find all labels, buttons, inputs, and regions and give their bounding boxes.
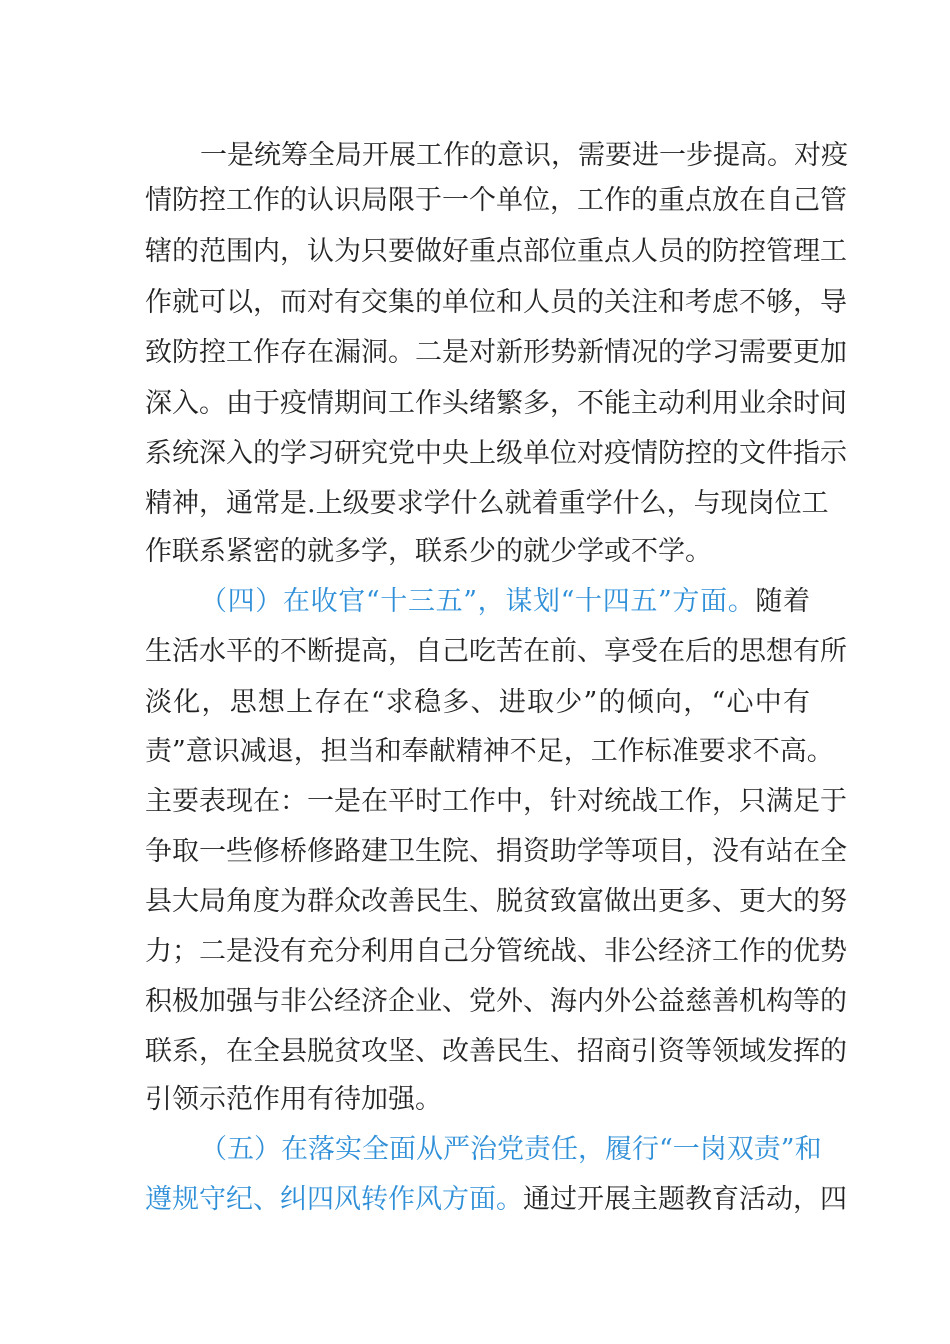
line-text: 主要表现在：一是在平时工作中，针对统战工作，只满足于 bbox=[145, 786, 847, 817]
line-text: 深入。由于疫情期间工作头绪繁多，不能主动利用业余时间 bbox=[145, 388, 847, 419]
paragraph-line bbox=[145, 632, 847, 672]
line-text: 联系，在全县脱贫攻坚、改善民生、招商引资等领域发挥的 bbox=[145, 1036, 847, 1067]
section-heading-five: （五）在落实全面从严治党责任，履行“一岗双责”和 bbox=[200, 1134, 822, 1165]
line-text: 作联系紧密的就多学，联系少的就少学或不学。 bbox=[145, 536, 712, 567]
paragraph-line bbox=[145, 532, 810, 572]
line-text: 争取一些修桥修路建卫生院、捐资助学等项目，没有站在全 bbox=[145, 836, 847, 867]
paragraph-line bbox=[145, 384, 847, 424]
line-text: 作就可以，而对有交集的单位和人员的关注和考虑不够，导 bbox=[145, 287, 847, 318]
line-text: 精神，通常是.上级要求学什么就着重学什么，与现岗位工 bbox=[145, 488, 829, 519]
line-text: 致防控工作存在漏洞。二是对新形势新情况的学习需要更加 bbox=[145, 337, 847, 368]
paragraph-line bbox=[145, 782, 847, 822]
section-heading-four: （四）在收官“十三五”，谋划“十四五”方面。 bbox=[200, 586, 756, 617]
paragraph-line bbox=[145, 333, 847, 373]
line-text: 生活水平的不断提高，自己吃苦在前、享受在后的思想有所 bbox=[145, 636, 847, 667]
line-text: 责”意识减退，担当和奉献精神不足，工作标准要求不高。 bbox=[145, 736, 834, 767]
paragraph-line bbox=[200, 136, 848, 176]
paragraph-line bbox=[145, 982, 847, 1022]
line-text: 系统深入的学习研究党中央上级单位对疫情防控的文件指示 bbox=[145, 438, 847, 469]
paragraph-line bbox=[145, 1080, 810, 1120]
line-text: 引领示范作用有待加强。 bbox=[145, 1084, 442, 1115]
line-text: 通过开展主题教育活动，四 bbox=[523, 1184, 847, 1215]
paragraph-line bbox=[145, 232, 847, 272]
paragraph-line bbox=[145, 1032, 847, 1072]
paragraph-line bbox=[145, 181, 847, 221]
line-text: 积极加强与非公经济企业、党外、海内外公益慈善机构等的 bbox=[145, 986, 847, 1017]
paragraph-line bbox=[145, 832, 847, 872]
line-text: 辖的范围内，认为只要做好重点部位重点人员的防控管理工 bbox=[145, 236, 847, 267]
line-text: 随着 bbox=[755, 586, 811, 617]
section-heading-line bbox=[145, 1180, 847, 1220]
paragraph-line bbox=[145, 882, 847, 922]
line-text: 县大局角度为群众改善民生、脱贫致富做出更多、更大的努 bbox=[145, 886, 847, 917]
paragraph-line bbox=[145, 732, 834, 772]
section-heading-five-continued: 遵规守纪、纠四风转作风方面。 bbox=[145, 1184, 523, 1215]
paragraph-line bbox=[145, 683, 810, 723]
paragraph-line bbox=[145, 434, 847, 474]
paragraph-line bbox=[145, 283, 847, 323]
line-text: 力；二是没有充分利用自己分管统战、非公经济工作的优势 bbox=[145, 936, 847, 967]
paragraph-line bbox=[145, 932, 847, 972]
section-heading-line bbox=[200, 582, 810, 622]
line-text: 情防控工作的认识局限于一个单位，工作的重点放在自己管 bbox=[145, 185, 847, 216]
line-text: 淡化，思想上存在“求稳多、进取少”的倾向，“心中有 bbox=[145, 687, 810, 718]
paragraph-line bbox=[145, 484, 829, 524]
line-text: 一是统筹全局开展工作的意识，需要进一步提高。对疫 bbox=[200, 140, 848, 171]
section-heading-line bbox=[200, 1130, 822, 1170]
